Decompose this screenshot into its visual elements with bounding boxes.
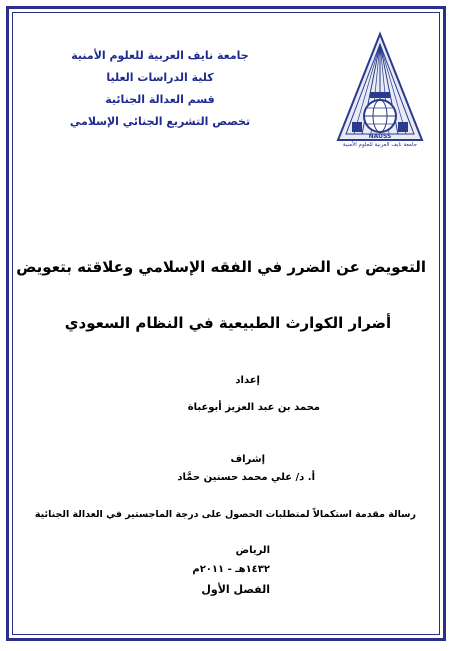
chapter-label: الفصل الأول: [201, 583, 270, 596]
supervision-label: إشراف: [230, 454, 265, 465]
logo-caption: جامعة نايف العربية للعلوم الأمنية: [342, 142, 418, 148]
date: ١٤٣٢هـ - ٢٠١١م: [192, 564, 270, 575]
thesis-statement: رسالة مقدمة استكمالاً لمتطلبات الحصول على درجة الماجستير في العدالة الجنائية: [34, 509, 416, 520]
department-name: قسم العدالة الجنائية: [105, 93, 215, 106]
supervisor-name: أ. د/ علي محمد حسنين حمَّاد: [177, 472, 315, 483]
specialization-name: تخصص التشريع الجنائي الإسلامي: [69, 115, 251, 128]
logo-acronym: NAUSS: [368, 133, 392, 140]
thesis-title-line-1: التعويض عن الضرر في الفقه الإسلامي وعلاقته بتعويض: [16, 258, 426, 276]
university-logo: [330, 30, 430, 170]
prepared-by-label: إعداد: [235, 375, 260, 386]
college-name: كلية الدراسات العليا: [106, 71, 214, 84]
place: الرياض: [235, 545, 270, 556]
institution-block: [40, 45, 280, 133]
author-name: محمد بن عبد العزيز أبوعباة: [187, 402, 320, 413]
university-name: جامعة نايف العربية للعلوم الأمنية: [71, 49, 249, 62]
thesis-title-line-2: أضرار الكوارث الطبيعية في النظام السعودي: [64, 314, 392, 332]
